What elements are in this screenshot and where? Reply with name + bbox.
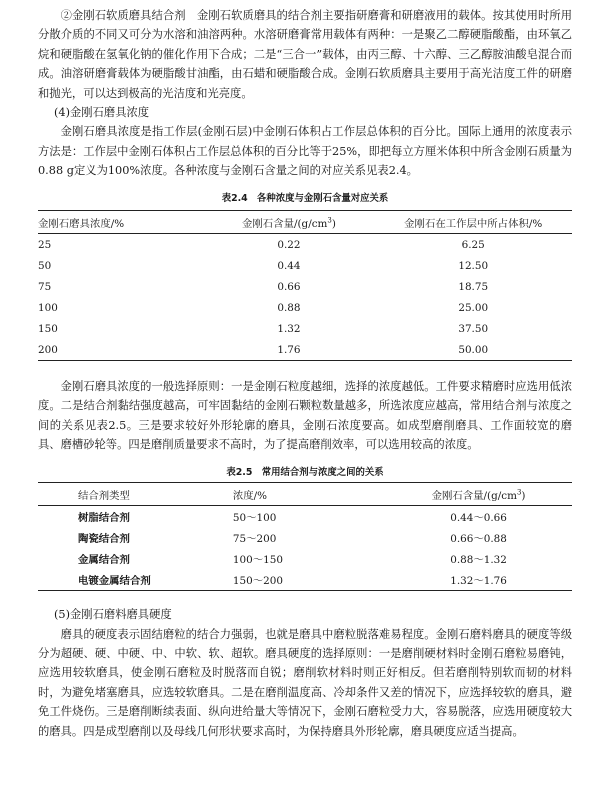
table-cell: 25.00: [458, 301, 489, 314]
table2-header-content: 金刚石含量$/(g/cm^3)$: [385, 483, 572, 506]
table-row: [38, 339, 572, 361]
table2-header-concentration: 浓度/%: [225, 483, 385, 506]
paragraph-soft-bond: ②金刚石软质磨具结合剂 金刚石软质磨具的结合剂主要指研磨膏和研磨液用的载体。按其使用时所用分散介质的不同又可分为水溶和油溶两种。水溶研磨膏常用载体有两种：一是聚乙二醇硬脂酸酯，由环氧乙烷和硬脂酸在氢氧化钠的催化作用下合成；二是“三合一”载体，由丙三醇、十六醇、三乙醇胺油酸皂混合而成。油溶研磨膏载体为硬脂酸甘油酯，由石蜡和硬脂酸合成。金刚石软质磨具主要用于高光洁度工件的研磨和抛光，可以达到极高的光洁度和光亮度。: [38, 9, 572, 100]
paragraph-concentration: 金刚石磨具浓度是指工作层(金刚石层)中金刚石体积占工作层总体积的百分比。国际上通用的浓度表示方法是：工作层中金刚石体积占工作层总体积的百分比等于25%，即把每立方厘米体积中所含金刚石质量为0.88 g定义为100%浓度。各种浓度与金刚石含量之间的对应关系见表2.4。: [38, 125, 572, 178]
table-cell: 1.76: [204, 339, 375, 361]
table-cell: 100～150: [232, 554, 283, 567]
table-cell: 100: [38, 301, 58, 314]
table-cell: 50: [38, 259, 52, 272]
table-cell: 树脂结合剂: [78, 512, 130, 525]
table2-caption: 表2.5 常用结合剂与浓度之间的关系: [226, 466, 384, 478]
table-cell: 0.88～1.32: [450, 554, 507, 567]
table-row: [38, 527, 572, 548]
table-cell: 25: [38, 238, 52, 251]
table-row: [38, 276, 572, 297]
table-cell: 0.44～0.66: [450, 512, 507, 525]
table-cell: 金属结合剂: [78, 554, 130, 567]
table-row: [38, 255, 572, 276]
table-cell: 0.66: [277, 280, 301, 293]
table-cell: 12.50: [458, 259, 489, 272]
table-row: [38, 297, 572, 318]
table-cell: 150～200: [225, 569, 385, 591]
heading-concentration: (4)金刚石磨具浓度: [54, 106, 150, 120]
table-cell: 1.32～1.76: [385, 569, 572, 591]
table1-header-concentration: 金刚石磨具浓度/%: [38, 211, 204, 234]
table-cell: 37.50: [458, 322, 489, 335]
table-cell: 18.75: [458, 280, 489, 293]
table-cell: 0.44: [277, 259, 301, 272]
table1-header-row: [38, 211, 572, 234]
table-row: [38, 234, 572, 256]
table1-header-content: 金刚石含量$/(g/cm^3)$: [204, 211, 375, 234]
table-cell: 0.22: [277, 238, 301, 251]
table-row: [38, 548, 572, 569]
table-cell: 50.00: [374, 339, 572, 361]
table2-header-row: [38, 483, 572, 506]
table-cell: 1.32: [277, 322, 301, 335]
table-cell: 陶瓷结合剂: [78, 533, 130, 546]
table-cell: 0.66～0.88: [450, 533, 507, 546]
table-concentration: [38, 210, 572, 361]
table-row: [38, 569, 572, 591]
table2-header-bond: 结合剂类型: [38, 483, 225, 506]
table-cell: 0.88: [277, 301, 301, 314]
table-row: [38, 506, 572, 528]
heading-hardness: (5)金刚石磨料磨具硬度: [54, 608, 172, 622]
paragraph-concentration-selection: 金刚石磨具浓度的一般选择原则：一是金刚石粒度越细，选择的浓度越低。工件要求精磨时应选用低浓度。二是结合剂黏结强度越高，可牢固黏结的金刚石颗粒数量越多，所选浓度应越高，常用结合剂与浓度之间的关系见表2.5。三是要求较好外形轮廓的磨具，金刚石浓度要高。如成型磨削磨具、工作面较宽的磨具、磨槽砂轮等。四是磨削质量要求不高时，为了提高磨削效率，可以选用较高的浓度。: [38, 380, 572, 452]
table1-header-volume: 金刚石在工作层中所占体积/%: [374, 211, 572, 234]
table-cell: 6.25: [461, 238, 485, 251]
paragraph-hardness: 磨具的硬度表示固结磨粒的结合力强弱，也就是磨具中磨粒脱落难易程度。金刚石磨料磨具的硬度等级分为超硬、硬、中硬、中、中软、软、超软。磨具硬度的选择原则：一是磨削硬材料时金刚石磨粒易磨钝，应选用较软磨具，使金刚石磨粒及时脱落而自锐；磨削软材料时则正好相反。但若磨削特别软而韧的材料时，为避免堵塞磨具，应选较软磨具。二是在磨削温度高、冷却条件又差的情况下，应选择较软的磨具，避免工件烧伤。三是磨削断续表面、纵向进给量大等情况下，金刚石磨粒受力大，容易脱落，应选用硬度较大的磨具。四是成型磨削以及母线几何形状要求高时，为保持磨具外形轮廓，磨具硬度应适当提高。: [38, 627, 572, 738]
table-cell: 200: [38, 339, 204, 361]
table-bond-concentration: [38, 482, 572, 591]
table-row: [38, 318, 572, 339]
table1-caption: 表2.4 各种浓度与金刚石含量对应关系: [221, 192, 389, 204]
table-cell: 电镀金属结合剂: [38, 569, 225, 591]
table-cell: 75: [38, 280, 52, 293]
table-cell: 75～200: [232, 533, 277, 546]
table-cell: 50～100: [232, 512, 277, 525]
table-cell: 150: [38, 322, 58, 335]
